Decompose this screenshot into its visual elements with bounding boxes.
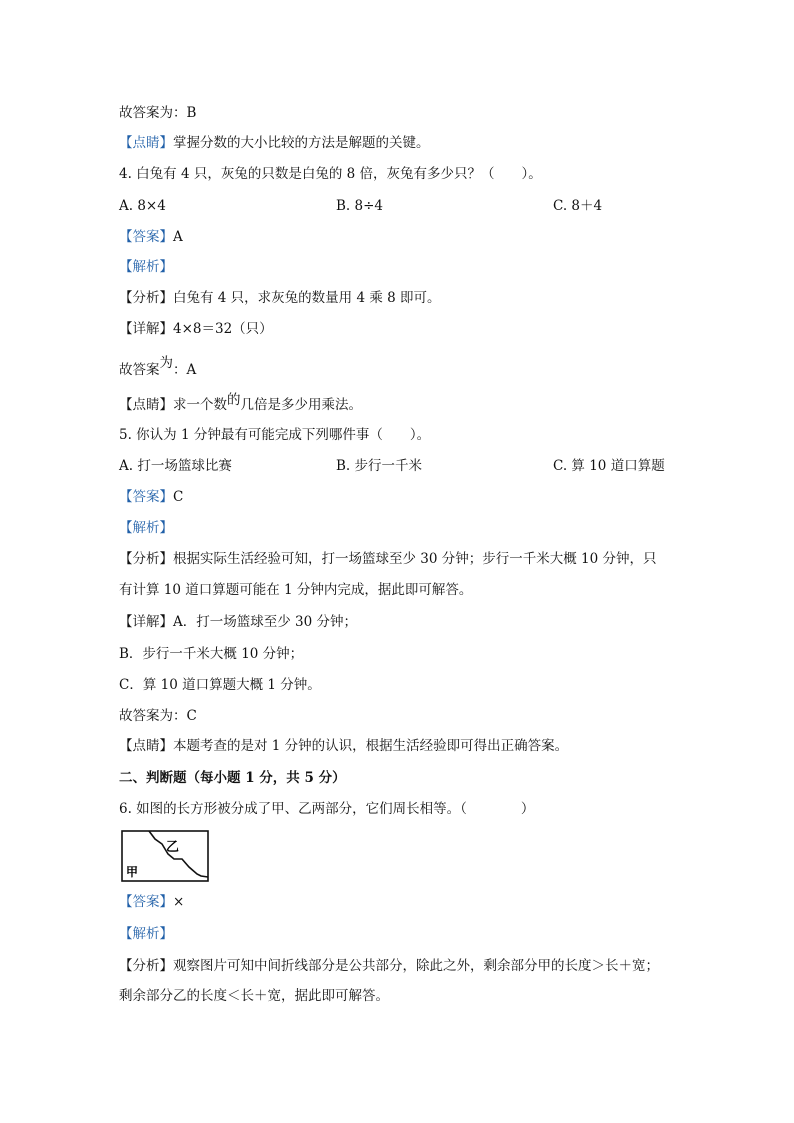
- answer-tag: 【答案】: [119, 229, 173, 245]
- fenxi-q4: 【分析】白兔有 4 只，求灰兔的数量用 4 乘 8 即可。: [119, 290, 441, 306]
- jiexi-tag: 【解析】: [119, 259, 173, 275]
- jiexi-q4: [119, 258, 173, 276]
- dianjing-q4: 【点睛】求一个数的几倍是多少用乘法。: [119, 392, 362, 413]
- section-heading-judgement: 二、判断题（每小题 1 分，共 5 分）: [119, 770, 346, 786]
- xiangjie-q5: 【详解】A．打一场篮球至少 30 分钟；: [119, 614, 358, 630]
- q5-option-c: C. 算 10 道口算题: [553, 458, 665, 474]
- xiangjie-q5-b: B．步行一千米大概 10 分钟；: [119, 646, 304, 662]
- fenxi-tag: 【分析】: [119, 290, 173, 306]
- answer-line-q3: 故答案为：B: [119, 105, 197, 121]
- fenxi-tag: 【分析】: [119, 551, 173, 567]
- answer-line-q4: 故答案为：A: [119, 355, 197, 378]
- answer-line-q5: 故答案为：C: [119, 708, 197, 724]
- fenxi-q5: 【分析】根据实际生活经验可知，打一场篮球至少 30 分钟；步行一千米大概 10 分钟，只: [119, 551, 657, 567]
- answer-q5: 【答案】C: [119, 489, 184, 505]
- fenxi-q6-cont: 剩余部分乙的长度＜长＋宽，据此即可解答。: [119, 988, 389, 1004]
- q5-option-a: A. 打一场篮球比赛: [119, 458, 232, 474]
- rectangle-figure: [121, 830, 209, 882]
- fenxi-q6: 【分析】观察图片可知中间折线部分是公共部分，除此之外，剩余部分甲的长度＞长＋宽；: [119, 958, 659, 974]
- question-5: 5. 你认为 1 分钟最有可能完成下列哪件事（ ）。: [119, 427, 431, 443]
- jiexi-q5: [119, 519, 173, 537]
- fenxi-q5-cont: 有计算 10 道口算题可能在 1 分钟内完成，据此即可解答。: [119, 582, 473, 598]
- q5-option-b: B. 步行一千米: [336, 458, 423, 474]
- label-yi: 乙: [166, 840, 180, 855]
- answer-tag: 【答案】: [119, 489, 173, 505]
- q4-option-c: C. 8＋4: [553, 198, 603, 214]
- dianjing-tag: 【点睛】: [119, 135, 173, 151]
- jiexi-tag: 【解析】: [119, 520, 173, 536]
- xiangjie-q4: 【详解】4×8＝32（只）: [119, 321, 273, 337]
- jiexi-tag: 【解析】: [119, 926, 173, 942]
- question-6: 6. 如图的长方形被分成了甲、乙两部分，它们周长相等。（ ）: [119, 801, 535, 817]
- label-jia: 甲: [126, 865, 139, 879]
- question-4: 4. 白兔有 4 只，灰兔的只数是白兔的 8 倍，灰兔有多少只？（ ）。: [119, 166, 542, 182]
- xiangjie-q5-c: C．算 10 道口算题大概 1 分钟。: [119, 677, 321, 693]
- answer-tag: 【答案】: [119, 894, 173, 910]
- dianjing-tag: 【点睛】: [119, 397, 173, 413]
- jiexi-q6: [119, 925, 173, 943]
- xiangjie-tag: 【详解】: [119, 321, 173, 337]
- dianjing-tag: 【点睛】: [119, 738, 173, 754]
- dianjing-q3: 【点睛】掌握分数的大小比较的方法是解题的关键。: [119, 135, 430, 151]
- q4-option-a: A. 8×4: [119, 198, 166, 214]
- dianjing-q5: 【点睛】本题考查的是对 1 分钟的认识，根据生活经验即可得出正确答案。: [119, 738, 569, 754]
- answer-q6: 【答案】×: [119, 894, 185, 910]
- xiangjie-tag: 【详解】: [119, 614, 173, 630]
- fenxi-tag: 【分析】: [119, 958, 173, 974]
- q4-option-b: B. 8÷4: [336, 198, 383, 214]
- answer-q4: 【答案】A: [119, 229, 183, 245]
